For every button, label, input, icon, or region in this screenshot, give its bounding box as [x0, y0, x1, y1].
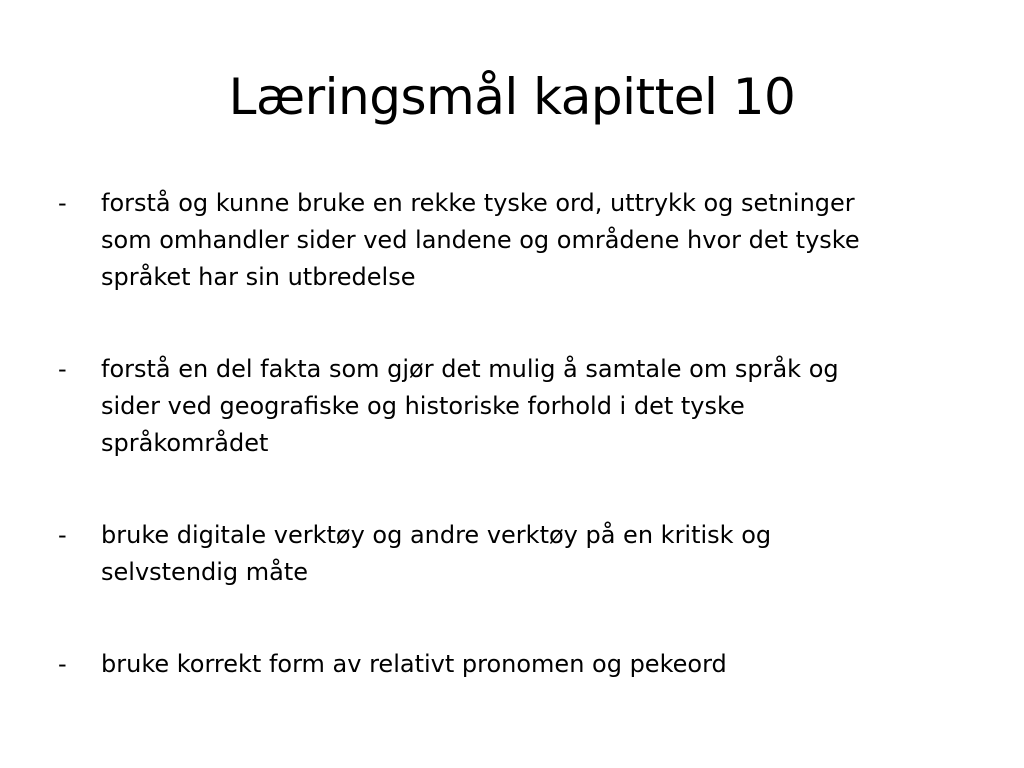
bullet-line: forstå og kunne bruke en rekke tyske ord, uttrykk og setninger	[101, 189, 855, 217]
list-item	[58, 517, 958, 591]
learning-goals-list	[58, 185, 958, 683]
slide-title: Læringsmål kapittel 10	[228, 68, 796, 126]
list-item	[58, 185, 958, 296]
bullet-line: bruke korrekt form av relativt pronomen og pekeord	[101, 650, 727, 678]
bullet-line: som omhandler sider ved landene og områdene hvor det tyske	[101, 226, 860, 254]
bullet-line: sider ved geografiske og historiske forhold i det tyske	[101, 392, 745, 420]
bullet-dash: -	[58, 189, 67, 217]
list-item	[58, 646, 958, 683]
bullet-line: bruke digitale verktøy og andre verktøy på en kritisk og	[101, 521, 772, 549]
list-item	[58, 351, 958, 462]
bullet-dash: -	[58, 355, 67, 383]
bullet-line: selvstendig måte	[101, 558, 309, 586]
bullet-dash: -	[58, 650, 67, 678]
bullet-line: forstå en del fakta som gjør det mulig å samtale om språk og	[101, 355, 839, 383]
bullet-dash: -	[58, 521, 67, 549]
bullet-line: språket har sin utbredelse	[101, 263, 416, 291]
bullet-line: språkområdet	[101, 429, 269, 457]
